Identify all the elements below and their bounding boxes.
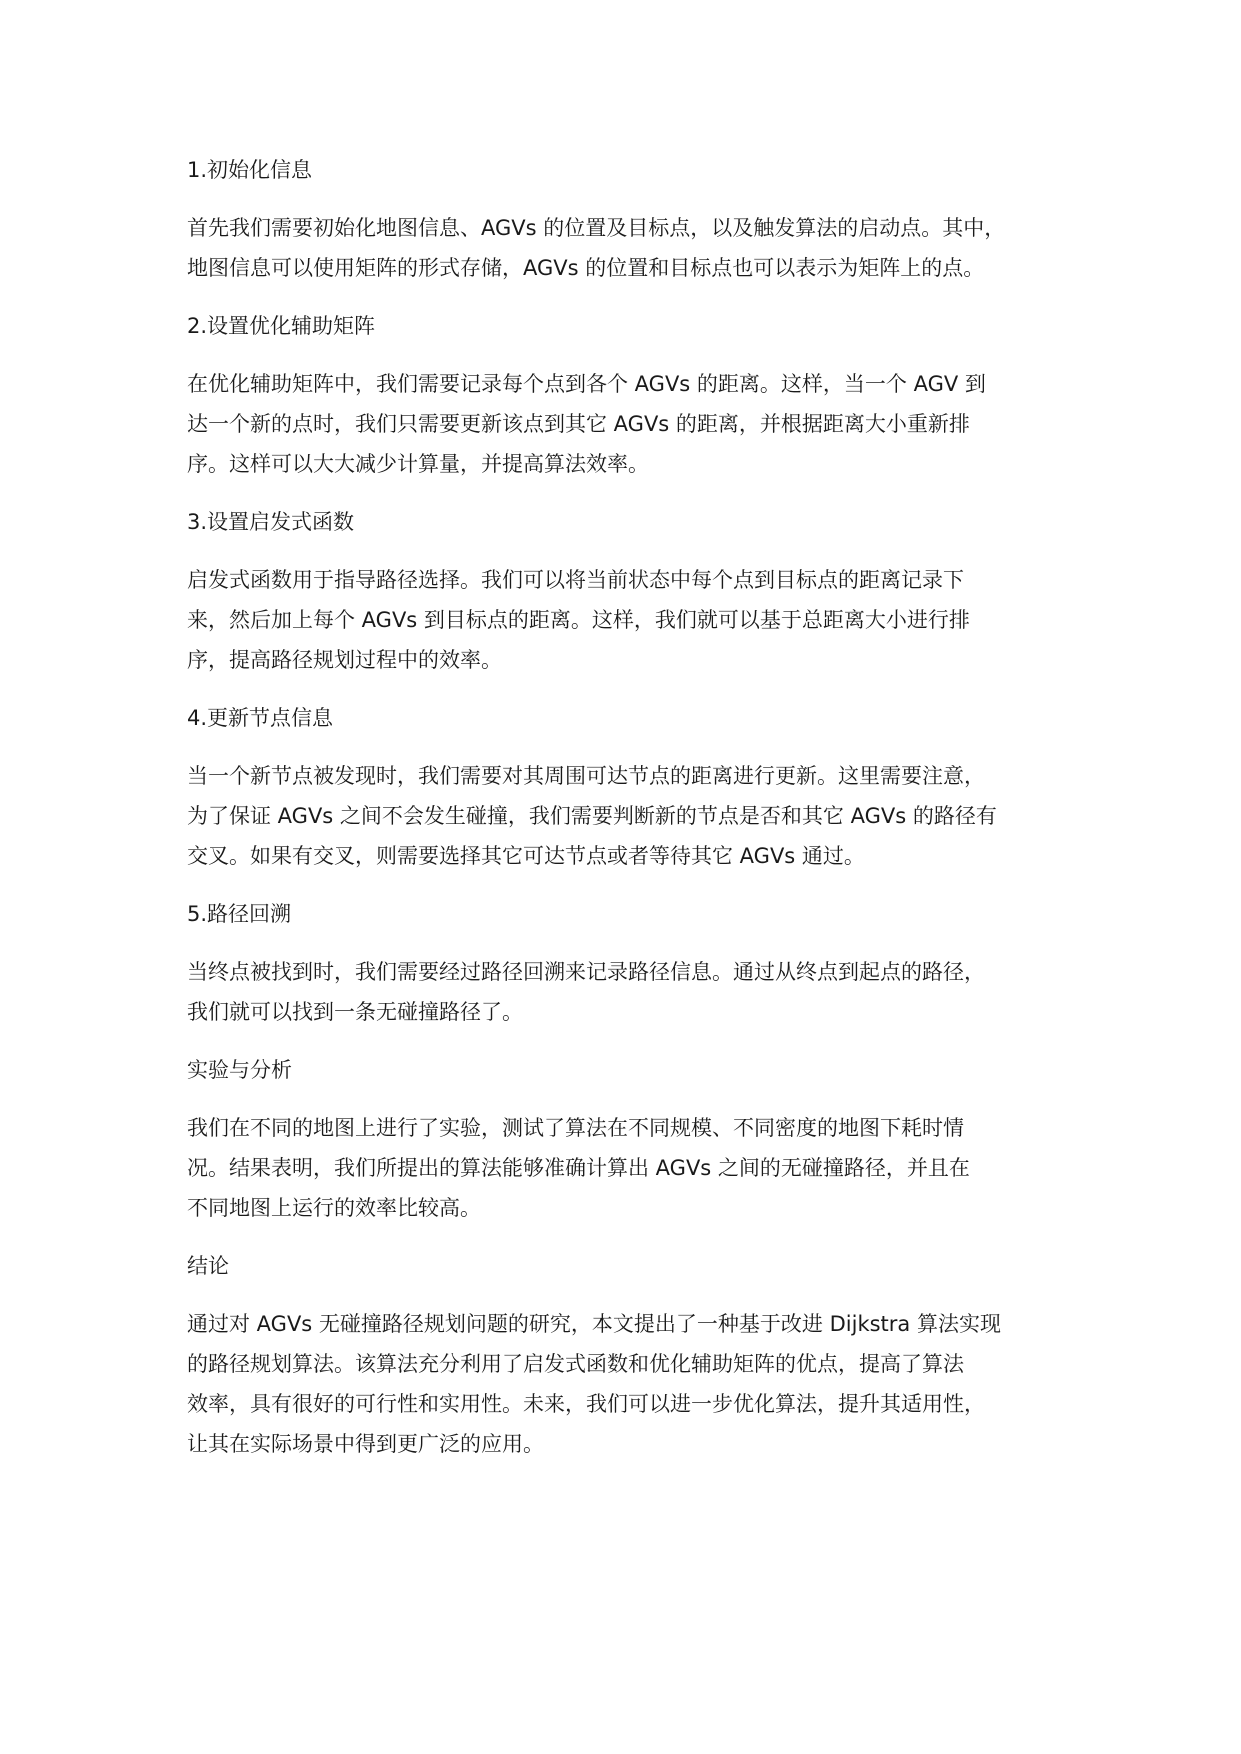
paragraph-line: 不同地图上运行的效率比较高。	[187, 1196, 481, 1220]
paragraph-line: 我们就可以找到一条无碰撞路径了。	[187, 1000, 523, 1024]
section-paragraph-conclusion	[187, 1304, 1071, 1464]
section-paragraph-4	[187, 756, 1071, 876]
paragraph-line: 序。这样可以大大减少计算量，并提高算法效率。	[187, 452, 649, 476]
paragraph-line: 为了保证 AGVs 之间不会发生碰撞，我们需要判断新的节点是否和其它 AGVs 的路径有	[187, 804, 997, 828]
section-paragraph-3	[187, 560, 1071, 680]
section-heading-3: 3.设置启发式函数	[187, 510, 355, 534]
paragraph-line: 效率，具有很好的可行性和实用性。未来，我们可以进一步优化算法，提升其适用性，	[187, 1392, 985, 1416]
paragraph-line: 况。结果表明，我们所提出的算法能够准确计算出 AGVs 之间的无碰撞路径，并且在	[187, 1156, 970, 1180]
section-heading-1: 1.初始化信息	[187, 158, 313, 182]
paragraph-line: 地图信息可以使用矩阵的形式存储，AGVs 的位置和目标点也可以表示为矩阵上的点。	[187, 256, 985, 280]
paragraph-line: 的路径规划算法。该算法充分利用了启发式函数和优化辅助矩阵的优点，提高了算法	[187, 1352, 964, 1376]
paragraph-line: 通过对 AGVs 无碰撞路径规划问题的研究，本文提出了一种基于改进 Dijkstra 算法实现	[187, 1312, 1001, 1336]
paragraph-line: 当一个新节点被发现时，我们需要对其周围可达节点的距离进行更新。这里需要注意，	[187, 764, 985, 788]
paragraph-line: 达一个新的点时，我们只需要更新该点到其它 AGVs 的距离，并根据距离大小重新排	[187, 412, 970, 436]
section-heading-5: 5.路径回溯	[187, 902, 292, 926]
section-paragraph-5	[187, 952, 1071, 1032]
paragraph-line: 在优化辅助矩阵中，我们需要记录每个点到各个 AGVs 的距离。这样，当一个 AGV 到	[187, 372, 986, 396]
section-paragraph-2	[187, 364, 1071, 484]
section-heading-2: 2.设置优化辅助矩阵	[187, 314, 376, 338]
document-body	[187, 150, 1071, 1482]
paragraph-line: 交叉。如果有交叉，则需要选择其它可达节点或者等待其它 AGVs 通过。	[187, 844, 865, 868]
paragraph-line: 让其在实际场景中得到更广泛的应用。	[187, 1432, 544, 1456]
section-heading-4: 4.更新节点信息	[187, 706, 334, 730]
section-paragraph-experiment	[187, 1108, 1071, 1228]
paragraph-line: 来，然后加上每个 AGVs 到目标点的距离。这样，我们就可以基于总距离大小进行排	[187, 608, 970, 632]
paragraph-line: 当终点被找到时，我们需要经过路径回溯来记录路径信息。通过从终点到起点的路径，	[187, 960, 985, 984]
paragraph-line: 启发式函数用于指导路径选择。我们可以将当前状态中每个点到目标点的距离记录下	[187, 568, 964, 592]
section-heading-conclusion: 结论	[187, 1254, 229, 1278]
section-heading-experiment: 实验与分析	[187, 1058, 292, 1082]
paragraph-line: 我们在不同的地图上进行了实验，测试了算法在不同规模、不同密度的地图下耗时情	[187, 1116, 964, 1140]
paragraph-line: 首先我们需要初始化地图信息、AGVs 的位置及目标点，以及触发算法的启动点。其中，	[187, 216, 1006, 240]
paragraph-line: 序，提高路径规划过程中的效率。	[187, 648, 502, 672]
section-paragraph-1	[187, 208, 1071, 288]
